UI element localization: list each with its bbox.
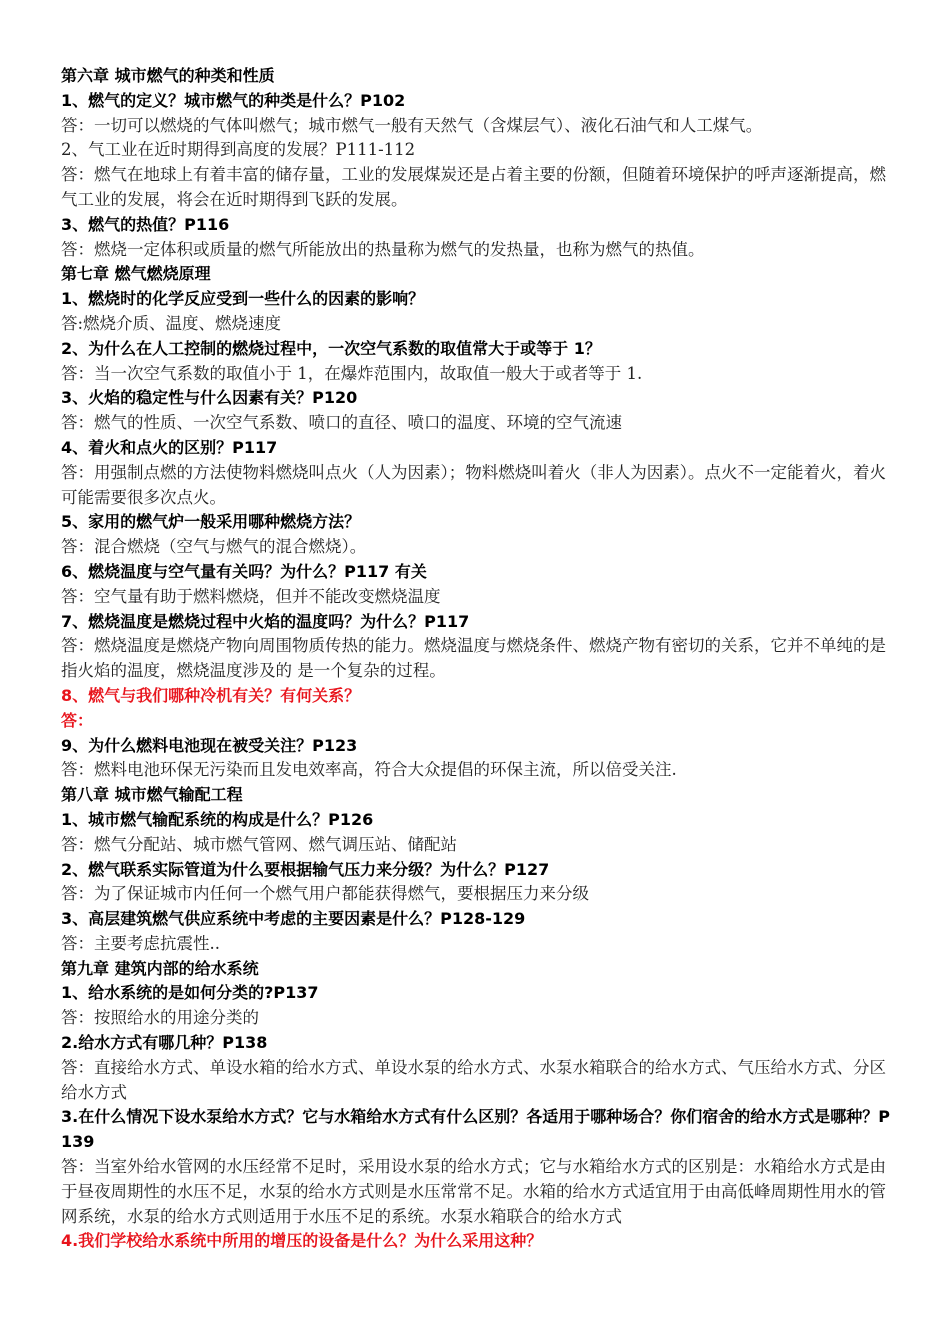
question-7-1: 1、燃烧时的化学反应受到一些什么的因素的影响？ bbox=[61, 289, 425, 309]
question-9-3: 3.在什么情况下设水泵给水方式？它与水箱给水方式有什么区别？各适用于哪种场合？你们宿舍的给水方式是哪种？P139 bbox=[61, 1107, 890, 1152]
chapter-6-heading: 第六章 城市燃气的种类和性质 bbox=[61, 66, 275, 85]
answer-6-3: 答：燃烧一定体积或质量的燃气所能放出的热量称为燃气的发热量，也称为燃气的热值。 bbox=[61, 239, 705, 259]
document-page bbox=[61, 64, 891, 1254]
question-8-2: 2、燃气联系实际管道为什么要根据输气压力来分级？为什么？P127 bbox=[61, 859, 550, 879]
answer-8-2: 答：为了保证城市内任何一个燃气用户都能获得燃气，要根据压力来分级 bbox=[61, 884, 589, 904]
answer-7-7: 答：燃烧温度是燃烧产物向周围物质传热的能力。燃烧温度与燃烧条件、燃烧产物有密切的关系，它并不单纯的是指火焰的温度，燃烧温度涉及的 是一个复杂的过程。 bbox=[61, 636, 886, 681]
question-7-2: 2、为什么在人工控制的燃烧过程中，一次空气系数的取值常大于或等于 1？ bbox=[61, 338, 601, 358]
question-7-4: 4、着火和点火的区别？P117 bbox=[61, 437, 278, 457]
answer-7-6: 答：空气量有助于燃料燃烧，但并不能改变燃烧温度 bbox=[61, 586, 441, 606]
question-9-2: 2.给水方式有哪几种？P138 bbox=[61, 1033, 268, 1053]
question-7-6: 6、燃烧温度与空气量有关吗？为什么？P117 有关 bbox=[61, 561, 427, 581]
answer-9-3: 答：当室外给水管网的水压经常不足时，采用设水泵的给水方式；它与水箱给水方式的区别是：水箱给水方式是由于昼夜周期性的水压不足，水泵的给水方式则是水压常常不足。水箱的给水方式适宜用于由高低峰周期性用水的管网系统，水泵的给水方式则适用于水压不足的系统。水泵水箱联合的给水方式 bbox=[61, 1157, 886, 1226]
answer-9-1: 答：按照给水的用途分类的 bbox=[61, 1008, 259, 1028]
answer-7-1: 答:燃烧介质、温度、燃烧速度 bbox=[61, 313, 282, 333]
question-8-3: 3、高层建筑燃气供应系统中考虑的主要因素是什么？P128-129 bbox=[61, 909, 526, 929]
answer-7-3: 答：燃气的性质、一次空气系数、喷口的直径、喷口的温度、环境的空气流速 bbox=[61, 413, 622, 433]
question-7-7: 7、燃烧温度是燃烧过程中火焰的温度吗？为什么？P117 bbox=[61, 611, 470, 631]
answer-7-5: 答：混合燃烧（空气与燃气的混合燃烧）。 bbox=[61, 537, 367, 557]
answer-8-1: 答：燃气分配站、城市燃气管网、燃气调压站、储配站 bbox=[61, 834, 457, 854]
question-6-3: 3、燃气的热值？P116 bbox=[61, 214, 230, 234]
answer-9-2: 答：直接给水方式、单设水箱的给水方式、单设水泵的给水方式、水泵水箱联合的给水方式、气压给水方式、分区给水方式 bbox=[61, 1057, 886, 1102]
question-7-8: 8、燃气与我们哪种冷机有关？有何关系？ bbox=[61, 685, 361, 705]
answer-7-2: 答：当一次空气系数的取值小于 1，在爆炸范围内，故取值一般大于或者等于 1. bbox=[61, 363, 643, 383]
answer-7-9: 答：燃料电池环保无污染而且发电效率高，符合大众提倡的环保主流，所以倍受关注. bbox=[61, 760, 677, 780]
answer-6-1: 答：一切可以燃烧的气体叫燃气；城市燃气一般有天然气（含煤层气）、液化石油气和人工煤气。 bbox=[61, 115, 763, 135]
question-7-3: 3、火焰的稳定性与什么因素有关？P120 bbox=[61, 388, 358, 408]
chapter-8-heading: 第八章 城市燃气输配工程 bbox=[61, 785, 243, 805]
question-6-1: 1、燃气的定义？城市燃气的种类是什么？P102 bbox=[61, 90, 406, 110]
question-7-9: 9、为什么燃料电池现在被受关注？P123 bbox=[61, 735, 358, 755]
chapter-7-heading: 第七章 燃气燃烧原理 bbox=[61, 264, 211, 284]
question-9-1: 1、给水系统的是如何分类的?P137 bbox=[61, 983, 319, 1003]
question-8-1: 1、城市燃气输配系统的构成是什么？P126 bbox=[61, 809, 374, 829]
chapter-9-heading: 第九章 建筑内部的给水系统 bbox=[61, 958, 259, 978]
question-7-5: 5、家用的燃气炉一般采用哪种燃烧方法？ bbox=[61, 512, 361, 532]
answer-7-8: 答： bbox=[61, 710, 94, 730]
question-9-4: 4.我们学校给水系统中所用的增压的设备是什么？为什么采用这种？ bbox=[61, 1231, 543, 1251]
question-6-2: 2、气工业在近时期得到高度的发展？P111-112 bbox=[61, 140, 416, 160]
answer-7-4: 答：用强制点燃的方法使物料燃烧叫点火（人为因素）；物料燃烧叫着火（非人为因素）。点火不一定能着火，着火可能需要很多次点火。 bbox=[61, 462, 886, 507]
answer-6-2: 答：燃气在地球上有着丰富的储存量，工业的发展煤炭还是占着主要的份额，但随着环境保护的呼声逐渐提高，燃气工业的发展，将会在近时期得到飞跃的发展。 bbox=[61, 165, 886, 209]
answer-8-3: 答：主要考虑抗震性.. bbox=[61, 933, 220, 953]
